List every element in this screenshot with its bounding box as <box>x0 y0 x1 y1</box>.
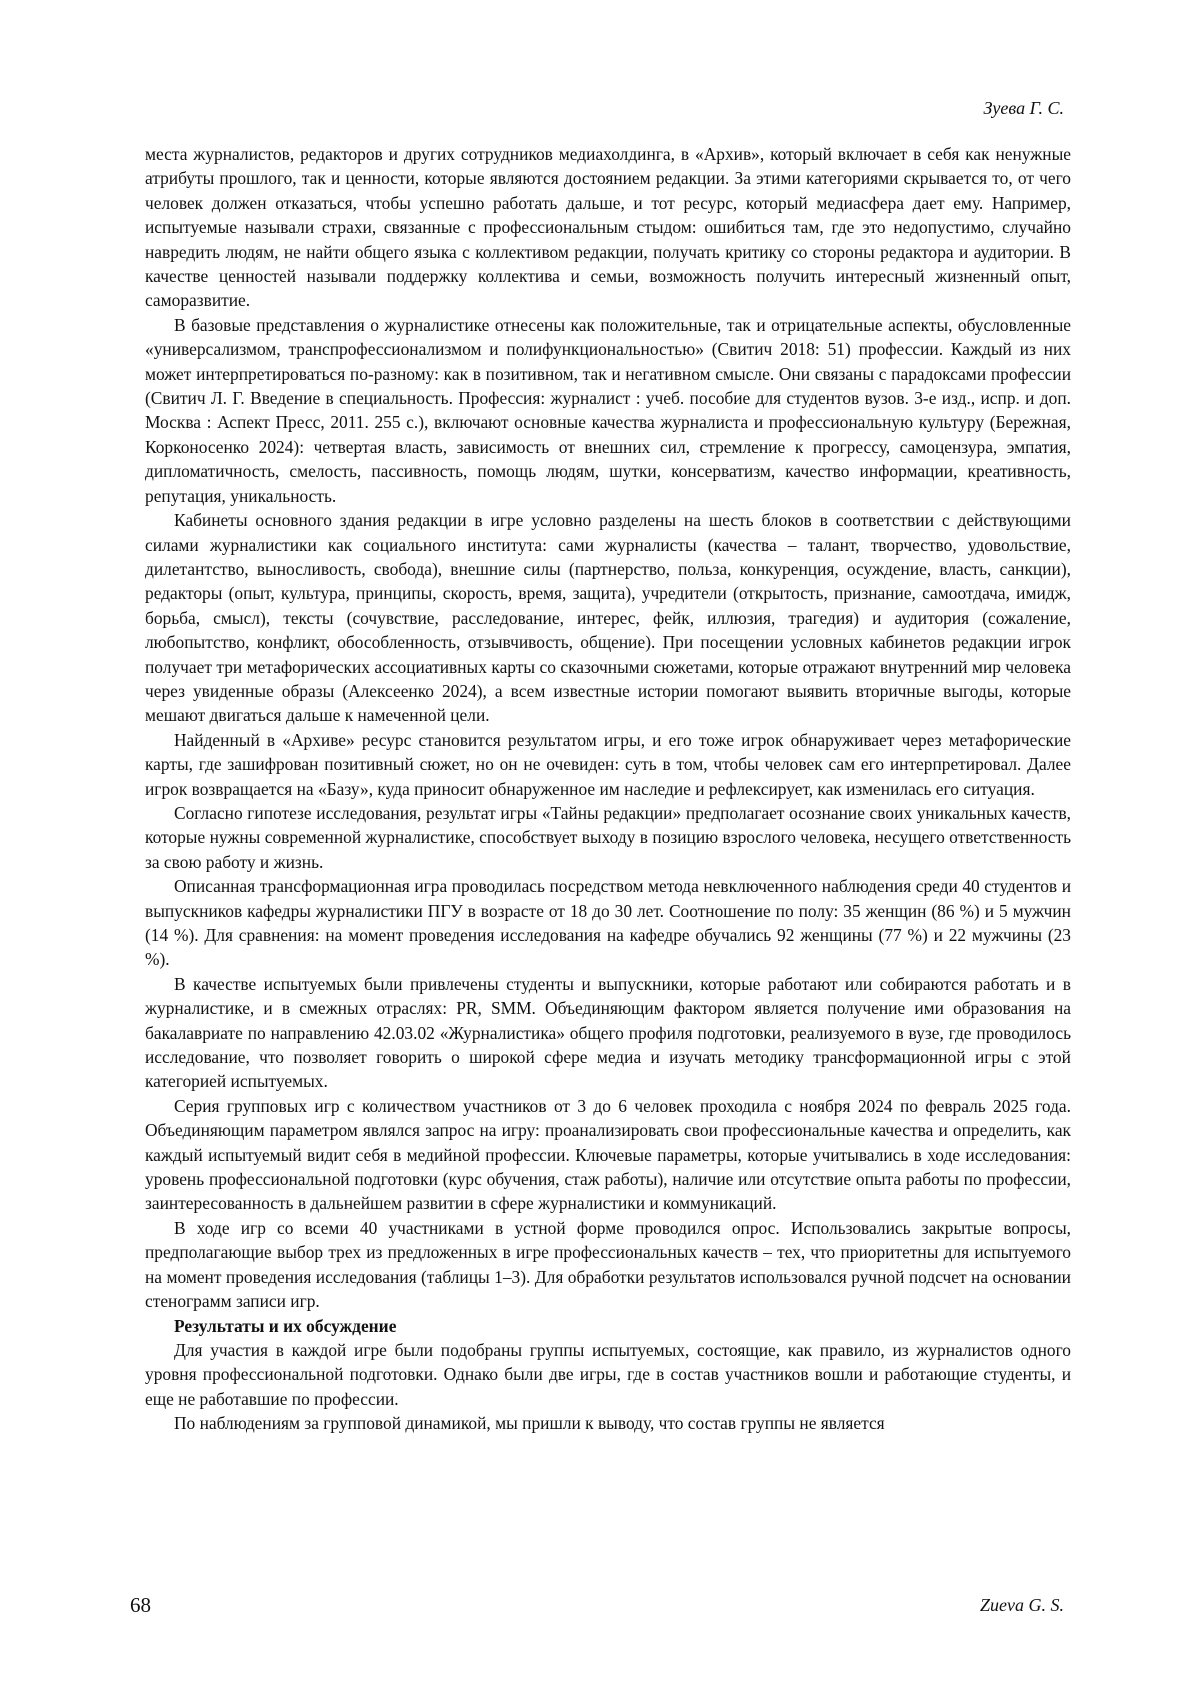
paragraph: В базовые представления о журналистике отнесены как положительные, так и отрицательные аспекты, обусловленные «универсализмом, транспрофессионализмом и полифункциональностью» (Свитич 2018: 51) профессии. Каждый из них может интерпретироваться по-разному: как в позитивном, так и негативном смысле. Они связаны с парадоксами профессии (Свитич Л. Г. Введение в специальность. Профессия: журналист : учеб. пособие для студентов вузов. 3-е изд., испр. и доп. Москва : Аспект Пресс, 2011. 255 с.), включают основные качества журналиста и профессиональную культуру (Бережная, Корконосенко 2024): четвертая власть, зависимость от внешних сил, стремление к прогрессу, самоцензура, эмпатия, дипломатичность, смелость, пассивность, помощь людям, шутки, консерватизм, качество информации, креативность, репутация, уникальность. <box>145 314 1071 506</box>
footer-author-latin: Zueva G. S. <box>980 1595 1064 1615</box>
paragraph: Серия групповых игр с количеством участников от 3 до 6 человек проходила с ноября 2024 по февраль 2025 года. Объединяющим параметром являлся запрос на игру: проанализировать свои профессиональные качества и определить, как каждый испытуемый видит себя в медийной профессии. Ключевые параметры, которые учитывались в ходе исследования: уровень профессиональной подготовки (курс обучения, стаж работы), наличие или отсутствие опыта работы по профессии, заинтересованность в дальнейшем развитии в сфере журналистики и коммуникаций. <box>145 1095 1071 1214</box>
paragraph-continued: места журналистов, редакторов и других сотрудников медиахолдинга, в «Архив», который включает в себя как ненужные атрибуты прошлого, так и ценности, которые являются достоянием редакции. За этими категориями скрывается то, от чего человек должен отказаться, чтобы успешно работать дальше, и тот ресурс, который медиасфера дает ему. Например, испытуемые называли страхи, связанные с профессиональным стыдом: ошибиться там, где это недопустимо, случайно навредить людям, не найти общего языка с коллективом редакции, получать критику со стороны редактора и аудитории. В качестве ценностей называли поддержку коллектива и семьи, возможность получить интересный жизненный опыт, саморазвитие. <box>145 144 1071 311</box>
paragraph: Кабинеты основного здания редакции в игре условно разделены на шесть блоков в соответствии с действующими силами журналистики как социального института: сами журналисты (качества – талант, творчество, удовольствие, дилетантство, выносливость, свобода), внешние силы (партнерство, польза, конкуренция, осуждение, власть, санкции), редакторы (опыт, культура, принципы, скорость, время, защита), учредители (открытость, признание, самоотдача, имидж, борьба, смысл), тексты (сочувствие, расследование, интерес, фейк, иллюзия, трагедия) и аудитория (сожаление, любопытство, конфликт, обособленность, отзывчивость, общение). При посещении условных кабинетов редакции игрок получает три метафорических ассоциативных карты со сказочными сюжетами, которые отражают внутренний мир человека через увиденные образы (Алексеенко 2024), а всем известные истории помогают выявить вторичные выгоды, которые мешают двигаться дальше к намеченной цели. <box>145 510 1071 726</box>
running-header-author: Зуева Г. С. <box>983 98 1064 118</box>
paragraph: Согласно гипотезе исследования, результат игры «Тайны редакции» предполагает осознание своих уникальных качеств, которые нужны современной журналистике, способствует выходу в позицию взрослого человека, несущего ответственность за свою работу и жизнь. <box>145 802 1071 872</box>
paragraph: Описанная трансформационная игра проводилась посредством метода невключенного наблюдения среди 40 студентов и выпускников кафедры журналистики ПГУ в возрасте от 18 до 30 лет. Соотношение по полу: 35 женщин (86 %) и 5 мужчин (14 %). Для сравнения: на момент проведения исследования на кафедре обучались 92 женщины (77 %) и 22 мужчины (23 %). <box>145 876 1071 970</box>
paragraph: В качестве испытуемых были привлечены студенты и выпускники, которые работают или собираются работать и в журналистике, и в смежных отраслях: PR, SMM. Объединяющим фактором является получение ими образования на бакалавриате по направлению 42.03.02 «Журналистика» общего профиля подготовки, реализуемого в вузе, где проводилось исследование, что позволяет говорить о широкой сфере медиа и изучать методику трансформационной игры с этой категорией испытуемых. <box>145 973 1071 1092</box>
article-body <box>145 142 1071 1436</box>
section-heading: Результаты и их обсуждение <box>174 1315 397 1336</box>
page-number: 68 <box>130 1593 151 1617</box>
paragraph: В ходе игр со всеми 40 участниками в устной форме проводился опрос. Использовались закрытые вопросы, предполагающие выбор трех из предложенных в игре профессиональных качеств – тех, что приоритетны для испытуемого на момент проведения исследования (таблицы 1–3). Для обработки результатов использовался ручной подсчет на основании стенограмм записи игр. <box>145 1217 1071 1312</box>
paragraph: Для участия в каждой игре были подобраны группы испытуемых, состоящие, как правило, из журналистов одного уровня профессиональной подготовки. Однако были две игры, где в состав участников вошли и работающие студенты, и еще не работавшие по профессии. <box>145 1339 1071 1409</box>
paragraph-last: По наблюдениям за групповой динамикой, мы пришли к выводу, что состав группы не является <box>174 1413 885 1434</box>
paragraph: Найденный в «Архиве» ресурс становится результатом игры, и его тоже игрок обнаруживает через метафорические карты, где зашифрован позитивный сюжет, но он не очевиден: суть в том, чтобы человек сам его интерпретировал. Далее игрок возвращается на «Базу», куда приносит обнаруженное им наследие и рефлексирует, как изменилась его ситуация. <box>145 729 1071 799</box>
